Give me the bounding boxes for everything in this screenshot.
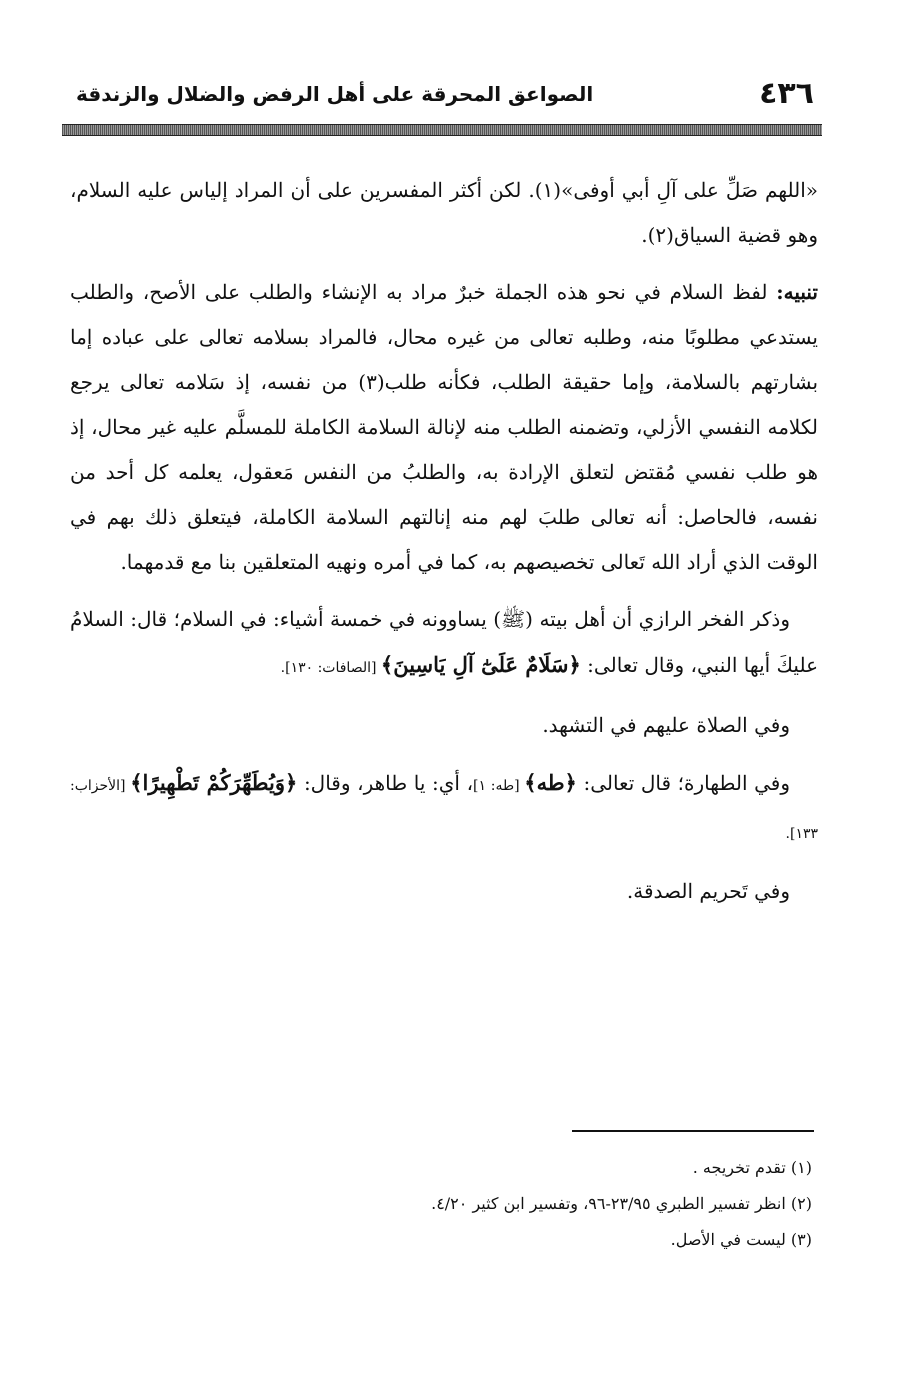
footnote-item: (٣) ليست في الأصل. bbox=[670, 1230, 812, 1249]
paragraph-5-text-b: ، أي: يا طاهر، وقال: bbox=[297, 771, 474, 795]
verse-citation: [طه: ١] bbox=[473, 778, 525, 794]
footnote-rule bbox=[572, 1130, 814, 1132]
paragraph-6: وفي تَحريم الصدقة. bbox=[626, 879, 790, 903]
paragraph-5 bbox=[70, 760, 818, 857]
paragraph-4: وفي الصلاة عليهم في التشهد. bbox=[542, 713, 790, 737]
footnotes bbox=[250, 1150, 812, 1258]
running-title: الصواعق المحرقة على أهل الرفض والضلال والزندقة bbox=[76, 82, 594, 106]
quran-verse: ﴿وَيُطَهِّرَكُمْ تَطْهِيرًا﴾ bbox=[130, 770, 298, 795]
footnote-item: (١) تقدم تخريجه . bbox=[692, 1158, 812, 1177]
note-label: تنبيه: bbox=[776, 280, 818, 304]
page-header bbox=[62, 76, 822, 116]
main-text bbox=[70, 168, 818, 926]
paragraph-5-text-a: وفي الطهارة؛ قال تعالى: bbox=[576, 771, 791, 795]
paragraph-1: «اللهم صَلِّ على آلِ أبي أوفى»(١). لكن أكثر المفسرين على أن المراد إلياس عليه السلام، وهو قضية السياق(٢). bbox=[70, 178, 818, 247]
page-number: ٤٣٦ bbox=[759, 76, 814, 111]
quran-verse: ﴿طه﴾ bbox=[524, 770, 577, 795]
verse-citation: [الصافات: ١٣٠]. bbox=[280, 660, 381, 676]
quran-verse: ﴿سَلَامٌ عَلَىٰٓ آلِ يَاسِينَ﴾ bbox=[380, 652, 581, 677]
verse-citation: [الأحزاب: ١٣٣]. bbox=[70, 778, 818, 842]
paragraph-3 bbox=[70, 597, 818, 691]
header-rule bbox=[62, 124, 822, 136]
footnote-item: (٢) انظر تفسير الطبري ٢٣/٩٥-٩٦، وتفسير ابن كثير ٤/٢٠. bbox=[431, 1194, 812, 1213]
paragraph-3-text: وذكر الفخر الرازي أن أهل بيته (ﷺ) يساوونه في خمسة أشياء: في السلام؛ قال: السلامُ عليكَ أيها النبي، وقال تعالى: bbox=[70, 607, 818, 677]
paragraph-2 bbox=[70, 270, 818, 585]
note-text: لفظ السلام في نحو هذه الجملة خبرٌ مراد به الإنشاء والطلب على الأصح، والطلب يستدعي مطلوبًا منه، وطلبه تعالى من غيره محال، فالمراد بسلامه تعالى على عباده إما بشارتهم بالسلامة، وإما حقيقة الطلب، فكأنه طلب(٣) من نفسه، إذ سَلامه تعالى يرجع لكلامه النفسي الأزلي، وتضمنه الطلب منه لإنالة السلامة الكاملة للمسلَّم عليه غير محال، إذ هو طلب نفسي مُقتض لتعلق الإرادة به، والطلبُ من النفس مَعقول، يعلمه كل أحد من نفسه، فالحاصل: أنه تعالى طلبَ لهم منه إنالتهم السلامة الكاملة، فيتعلق ذلك بهم في الوقت الذي أراد الله تَعالى تخصيصهم به، كما في أمره ونهيه المتعلقين بنا مع قدمهما. bbox=[70, 280, 819, 574]
